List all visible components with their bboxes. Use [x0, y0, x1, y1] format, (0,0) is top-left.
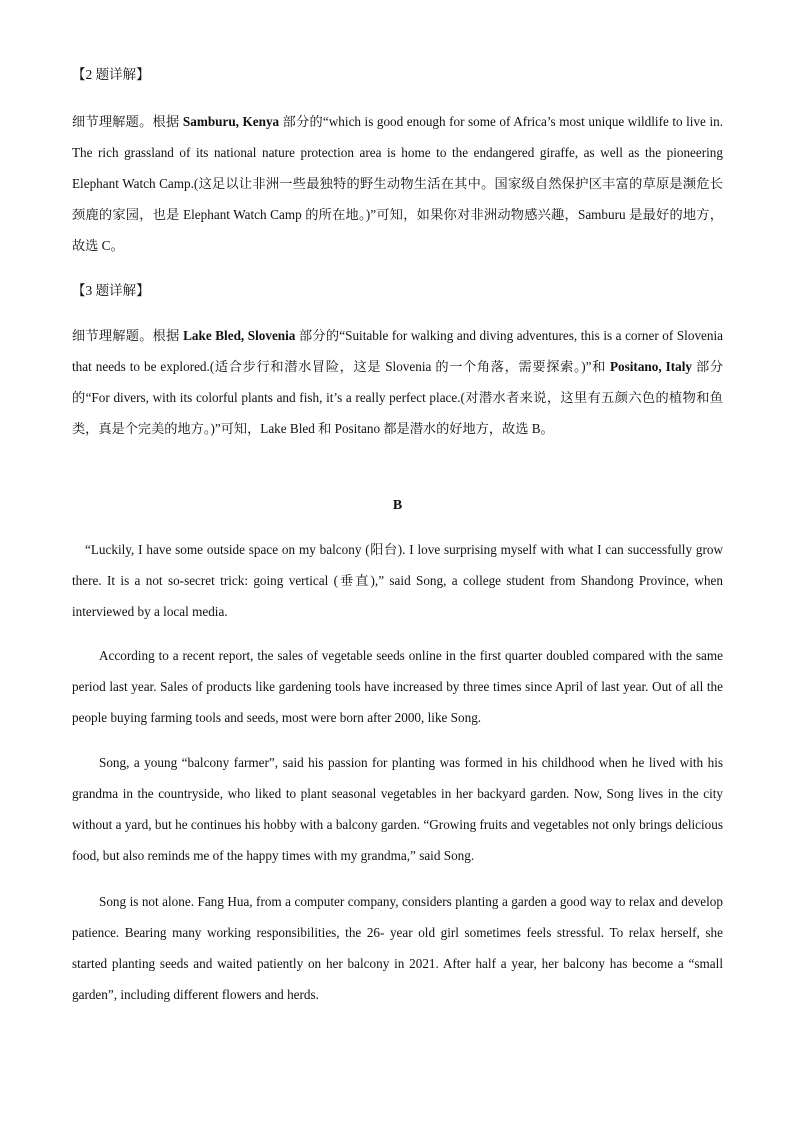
section-b-paragraph-2: According to a recent report, the sales of vegetable seeds online in the first quarter doubled compared with the same period last year. Sales of products like gardening tools have increased by three times since April of last year. Out of all the people buying farming tools and seeds, most were born after 2000, like Song. [72, 648, 723, 725]
q3-place-1: Lake Bled, Slovenia [183, 328, 296, 343]
q2-heading: 【2 题详解】 [72, 67, 150, 82]
q3-place-2: Positano, Italy [609, 359, 692, 374]
q3-heading: 【3 题详解】 [72, 283, 150, 298]
q2-intro: 细节理解题。根据 [72, 114, 183, 129]
q3-intro: 细节理解题。根据 [72, 328, 184, 343]
q2-place: Samburu, Kenya [182, 114, 280, 129]
section-b-paragraph-1: “Luckily, I have some outside space on my balcony (阳台). I love surprising myself with what I can successfully grow there. It is a not so-secret trick: going vertical (垂直),” said Song, a college student from Shandong Province, when interviewed by a local media. [72, 542, 723, 619]
q3-explanation [72, 320, 723, 444]
q2-quote: 部分的“which is good enough for some of Africa’s most unique wildlife to live in. The rich grassland of its national nature protection area is home to the endangered giraffe, as well as the pioneering Elephant Watch Camp.(这足以让非洲一些最独特的野生动物生活在其中。国家级自然保护区丰富的草原是濒危长颈鹿的家园，也是 Elephant Watch Camp 的所在地。)”可知，如果你对非洲动物感兴趣，Samburu 是最好的地方，故选 C。 [72, 114, 723, 253]
section-b-title: B [392, 498, 403, 513]
section-b-paragraph-4: Song is not alone. Fang Hua, from a computer company, considers planting a garden a good way to relax and develop patience. Bearing many working responsibilities, the 26- year old girl sometimes feels stressful. To relax herself, she started planting seeds and waited patiently on her balcony in 2021. After half a year, her balcony has become a “small garden”, including different flowers and herds. [72, 894, 723, 1002]
q2-explanation [72, 106, 723, 261]
q3-quote-1: 部分的“Suitable for walking and diving adventures, this is a corner of Slovenia that needs to be explored.(适合步行和潜水冒险，这是 Slovenia 的一个角落，需要探索。)”和 [72, 328, 723, 374]
section-b-paragraph-3: Song, a young “balcony farmer”, said his passion for planting was formed in his childhood when he lived with his grandma in the countryside, who liked to plant seasonal vegetables in her backyard garden. Now, Song lives in the city without a yard, but he continues his hobby with a balcony garden. “Growing fruits and vegetables not only brings delicious food, but also reminds me of the happy times with my grandma,” said Song. [72, 755, 723, 863]
q3-quote-2: 部分的“For divers, with its colorful plants and fish, it’s a really perfect place.(对潜水者来说，这里有五颜六色的植物和鱼类，真是个完美的地方。)”可知，Lake Bled 和 Positano 都是潜水的好地方，故选 B。 [72, 359, 724, 436]
